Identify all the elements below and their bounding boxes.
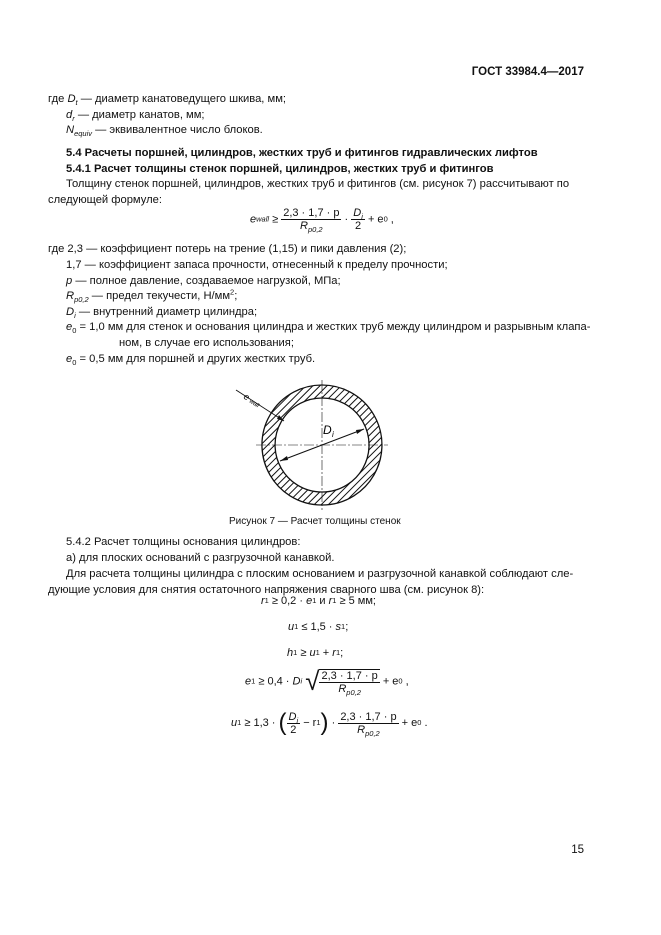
fraction: $\frac{2,3 \cdot 1,7 \cdot p}{R_{p0,2}}$ bbox=[321, 669, 378, 697]
heading-5-4-2: 5.4.2 Расчет толщины основания цилиндров: bbox=[66, 536, 301, 548]
label-diameter: D bbox=[323, 423, 332, 437]
label-diameter-sub: i bbox=[332, 430, 334, 439]
fraction: $\frac{2,3 \cdot 1,7 \cdot p}{R_{p0,2}}$ bbox=[340, 710, 397, 738]
definition-line: ном, в случае его использования; bbox=[119, 337, 294, 349]
list-item: а) для плоских оснований с разгрузочной канавкой. bbox=[66, 552, 335, 564]
fraction: $\frac{D_i}{2}$ bbox=[288, 710, 299, 736]
condition-3: h1 ≥ u1 + r1; bbox=[287, 647, 344, 660]
definition-line: $D_i$ — внутренний диаметр цилиндра; bbox=[66, 306, 258, 321]
figure-wall-thickness-diagram bbox=[226, 380, 406, 510]
definition-dr: $d_r$ — диаметр канатов, мм; bbox=[66, 109, 205, 124]
label-e: e bbox=[241, 391, 252, 403]
condition-5: u1 ≥ 1,3 · ( $\frac{D_i}{2}$ − r1) · $\frac{2,3 \cdot 1,7 \cdot p}{R_{p0,2}}$ + e0 . bbox=[231, 709, 428, 738]
definition-line: где 2,3 — коэффициент потерь на трение (1,15) и пики давления (2); bbox=[48, 243, 407, 255]
document-header-id: ГОСТ 33984.4—2017 bbox=[471, 66, 584, 78]
paragraph-line: Для расчета толщины цилиндра с плоским основанием и разгрузочной канавкой соблюдают сле- bbox=[66, 568, 574, 580]
definition-line: $e_0 = 0,5$ мм для поршней и других жестких труб. bbox=[66, 353, 316, 368]
definition-line: p — полное давление, создаваемое нагрузкой, МПа; bbox=[66, 275, 341, 287]
figure-caption: Рисунок 7 — Расчет толщины стенок bbox=[229, 516, 401, 527]
condition-4: e1 ≥ 0,4 · Di √ $\frac{2,3 \cdot 1,7 \cdot p}{R_{p0,2}}$ + e0 , bbox=[245, 666, 409, 697]
arrowhead bbox=[280, 456, 288, 461]
heading-5-4: 5.4 Расчеты поршней, цилиндров, жестких труб и фитингов гидравлических лифтов bbox=[66, 147, 538, 159]
fraction: $\frac{D_i}{2}$ bbox=[353, 207, 363, 232]
fraction: $\frac{2,3 \cdot 1,7 \cdot p}{R_{p0,2}}$ bbox=[283, 207, 340, 235]
definition-line: $R_{p0,2}$ — предел текучести, $Н/мм^2$; bbox=[66, 287, 238, 305]
condition-2: u1 ≤ 1,5 · s1; bbox=[288, 621, 349, 634]
page-number: 15 bbox=[571, 844, 584, 856]
definition-nequiv: $N_{equiv}$ — эквивалентное число блоков. bbox=[66, 124, 263, 139]
paragraph-line: Толщину стенок поршней, цилиндров, жестких труб и фитингов (см. рисунок 7) рассчитывают по bbox=[66, 178, 570, 190]
definition-dt: где $D_t$ — диаметр канатоведущего шкива, мм; bbox=[48, 93, 287, 108]
paragraph-line: следующей формуле: bbox=[48, 194, 162, 206]
definition-line: 1,7 — коэффициент запаса прочности, отнесенный к пределу прочности; bbox=[66, 259, 448, 271]
label-wall: wall bbox=[247, 398, 260, 410]
sqrt-sign: √ bbox=[305, 666, 320, 696]
definition-line: $e_0 = 1,0$ мм для стенок и основания цилиндра и жестких труб между цилиндром и разрывным клапа- bbox=[66, 321, 591, 336]
heading-5-4-1: 5.4.1 Расчет толщины стенок поршней, цилиндров, жестких труб и фитингов bbox=[66, 163, 494, 175]
condition-1: r1 ≥ 0,2 · e1 и r1 ≥ 5 мм; bbox=[261, 595, 376, 608]
formula-wall-thickness: ewall ≥ $\frac{2,3 \cdot 1,7 \cdot p}{R_{p0,2}}$ · $\frac{D_i}{2}$ + e0 , bbox=[250, 207, 394, 235]
paragraph-line: дующие условия для снятия остаточного напряжения сварного шва (см. рисунок 8): bbox=[48, 584, 485, 596]
arrowhead bbox=[356, 429, 364, 434]
